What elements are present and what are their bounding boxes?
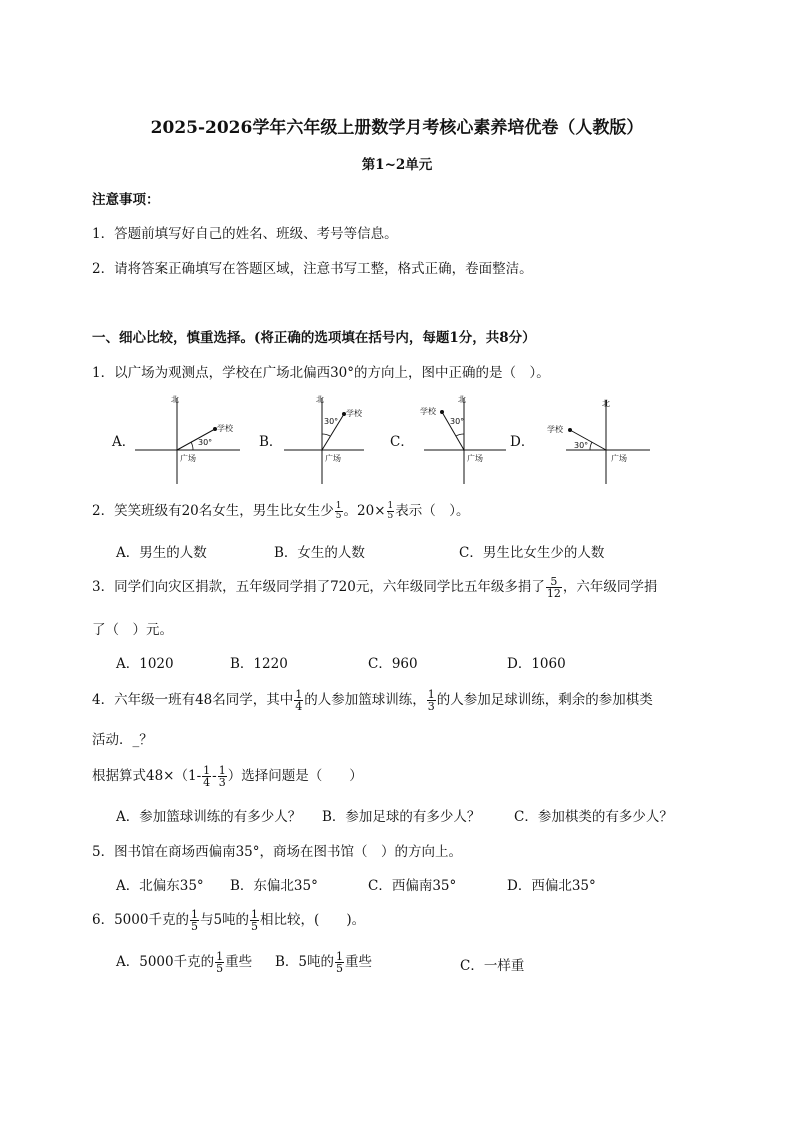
note-item-2: 2．请将答案正确填写在答题区域，注意书写工整，格式正确，卷面整洁。	[92, 261, 533, 277]
q1-label-d: D．	[510, 434, 535, 450]
q1-label-b: B．	[259, 434, 283, 450]
fraction: $\frac{1}{5}$	[336, 950, 344, 975]
q2-option-c: C．男生比女生少的人数	[459, 545, 605, 561]
q6-option-b	[275, 950, 372, 974]
q6-option-a-text: A．5000千克的	[116, 954, 215, 970]
q3-text-2: ，六年级同学捐	[562, 579, 658, 595]
q1-diagram-d	[540, 392, 660, 488]
q4-formula-1: 根据算式48×（1-	[92, 768, 202, 784]
angle-label: 30°	[574, 441, 589, 450]
q6-text-3: 相比较，( )。	[260, 912, 366, 928]
q2-text-2: 。20×	[343, 503, 386, 519]
fraction: $\frac{1}{5}$	[335, 501, 342, 521]
north-label: 北	[316, 395, 324, 404]
q5-option-b: B．东偏北35°	[230, 878, 318, 894]
q4-formula-2: -	[212, 768, 217, 784]
q4-text-2: 的人参加篮球训练，	[304, 692, 426, 708]
q5-option-d: D．西偏北35°	[507, 878, 596, 894]
q4-text-1: 4．六年级一班有48名同学，其中	[92, 692, 294, 708]
q4-option-c: C．参加棋类的有多少人？	[514, 809, 673, 825]
q2-text-3: 表示（ ）。	[395, 503, 470, 519]
q2-text-1: 2．笑笑班级有20名女生，男生比女生少	[92, 503, 334, 519]
q2-option-a: A．男生的人数	[116, 545, 207, 561]
page-title: 2025-2026学年六年级上册数学月考核心素养培优卷（人教版）	[150, 118, 644, 138]
q1-label-c: C．	[390, 434, 414, 450]
fraction: $\frac{1}{3}$	[218, 764, 226, 789]
q4-text-3: 的人参加足球训练，剩余的参加棋类	[436, 692, 653, 708]
fraction: $\frac{1}{4}$	[295, 688, 303, 713]
fraction: $\frac{1}{3}$	[427, 688, 435, 713]
q6-option-b-suffix: 重些	[345, 954, 373, 970]
notes-heading: 注意事项：	[92, 192, 160, 208]
angle-label: 30°	[450, 417, 465, 426]
school-label: 学校	[547, 425, 563, 434]
square-label: 广场	[611, 454, 627, 463]
q6-option-a-suffix: 重些	[225, 954, 253, 970]
school-label: 学校	[420, 407, 436, 416]
q2-option-b: B．女生的人数	[274, 545, 365, 561]
q6-option-a	[116, 950, 252, 974]
page-subtitle: 第1~2单元	[361, 157, 433, 173]
north-label: 北	[171, 395, 179, 404]
q6-text-1: 6．5000千克的	[92, 912, 189, 928]
q6-option-b-text: B．5吨的	[275, 954, 335, 970]
q1-label-a: A．	[112, 434, 136, 450]
fraction: $\frac{1}{5}$	[190, 908, 198, 933]
q4-formula-3: ）选择问题是（ ）	[227, 768, 363, 784]
q3-option-c: C．960	[368, 656, 418, 672]
q3-option-b: B．1220	[230, 656, 288, 672]
fraction: $\frac{1}{5}$	[387, 501, 394, 521]
q4-option-b: B．参加足球的有多少人？	[322, 809, 481, 825]
q1-diagram-b	[280, 392, 390, 488]
fraction: $\frac{5}{12}$	[546, 575, 561, 600]
q1-diagram-c	[418, 392, 528, 488]
q4-stem	[92, 688, 653, 712]
q5-stem: 5．图书馆在商场西偏南35°，商场在图书馆（ ）的方向上。	[92, 844, 463, 860]
q5-option-a: A．北偏东35°	[116, 878, 204, 894]
angle-label: 30°	[198, 438, 213, 447]
note-item-1: 1．答题前填写好自己的姓名、班级、考号等信息。	[92, 226, 398, 242]
fraction: $\frac{1}{5}$	[216, 950, 224, 975]
q3-stem-line2: 了（ ）元。	[92, 622, 173, 638]
angle-label: 30°	[324, 417, 339, 426]
q4-option-a: A．参加篮球训练的有多少人？	[116, 809, 302, 825]
square-label: 广场	[467, 454, 483, 463]
q3-option-d: D．1060	[507, 656, 566, 672]
school-label: 学校	[346, 409, 362, 418]
north-label: 北	[458, 395, 466, 404]
q5-option-c: C．西偏南35°	[368, 878, 457, 894]
q6-stem	[92, 908, 365, 932]
fraction: $\frac{1}{4}$	[203, 764, 211, 789]
q6-option-c: C．一样重	[460, 958, 525, 974]
square-label: 广场	[325, 454, 341, 463]
q4-stem-line3	[92, 764, 363, 788]
q1-stem: 1．以广场为观测点，学校在广场北偏西30°的方向上，图中正确的是（ ）。	[92, 365, 550, 381]
q6-text-2: 与5吨的	[199, 912, 250, 928]
fraction: $\frac{1}{5}$	[251, 908, 259, 933]
q3-stem	[92, 575, 657, 599]
section-heading: 一、细心比较，慎重选择。(将正确的选项填在括号内，每题1分，共8分）	[92, 330, 536, 346]
q1-diagram-a	[135, 392, 245, 488]
q3-text-1: 3．同学们向灾区捐款，五年级同学捐了720元，六年级同学比五年级多捐了	[92, 579, 545, 595]
q2-stem	[92, 499, 470, 521]
q4-stem-line2: 活动．_？	[92, 732, 153, 748]
square-label: 广场	[180, 454, 196, 463]
school-label: 学校	[217, 424, 233, 433]
q3-option-a: A．1020	[116, 656, 174, 672]
north-label: 北	[602, 399, 610, 408]
